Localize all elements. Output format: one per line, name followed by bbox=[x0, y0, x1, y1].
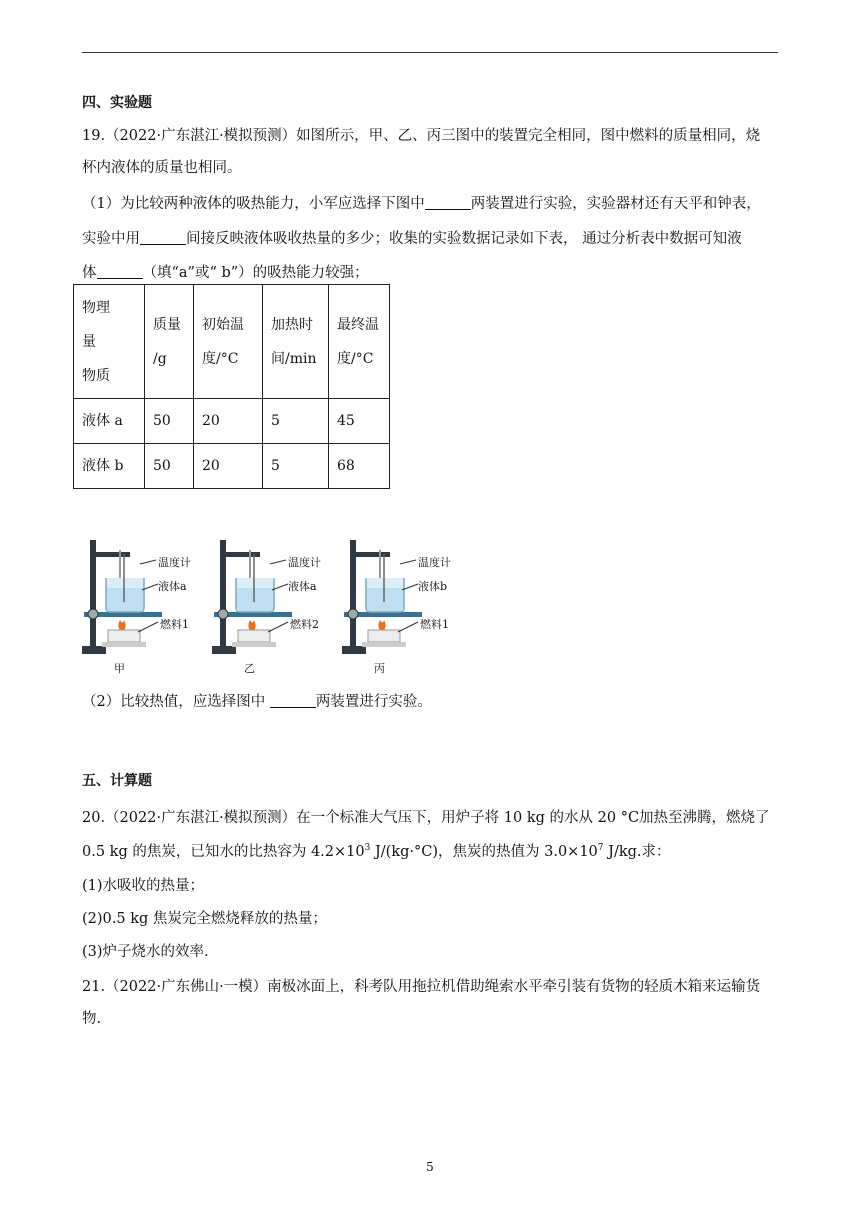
q20-text-c: J/kg.求： bbox=[603, 844, 671, 860]
table-row bbox=[74, 399, 390, 444]
q21-line2: 物. bbox=[82, 1011, 102, 1027]
section-heading-calculation: 五、计算题 bbox=[82, 773, 152, 789]
header-cell: 质量 /g bbox=[145, 285, 194, 399]
table-cell: 液体 a bbox=[74, 399, 145, 444]
table-cell: 20 bbox=[194, 399, 263, 444]
page-number: 5 bbox=[426, 1160, 434, 1174]
q19-intro-line2: 杯内液体的质量也相同。 bbox=[82, 160, 242, 176]
table-cell: 20 bbox=[194, 444, 263, 489]
q20-line1: 20.（2022·广东湛江·模拟预测）在一个标准大气压下，用炉子将 10 kg 的水从 20 °C加热至沸腾，燃烧了 bbox=[82, 810, 770, 826]
q20-exponent-2: 7 bbox=[597, 843, 604, 854]
q19-part1-text-f: （填“a”或“ b”）的吸热能力较强； bbox=[142, 265, 369, 281]
table-cell: 45 bbox=[329, 399, 390, 444]
fuel-label: 燃料1 bbox=[160, 618, 189, 631]
q20-line2 bbox=[82, 840, 671, 861]
q20-sub1: (1)水吸收的热量； bbox=[82, 878, 205, 894]
apparatus-figure bbox=[76, 540, 216, 676]
apparatus-drawing bbox=[76, 540, 216, 676]
header-cell: 加热时 间/min bbox=[263, 285, 329, 399]
q19-part1-line1 bbox=[82, 192, 761, 213]
table-cell: 50 bbox=[145, 444, 194, 489]
apparatus-figure bbox=[336, 540, 476, 676]
liquid-label: 液体a bbox=[288, 580, 317, 593]
fuel-label: 燃料2 bbox=[290, 618, 319, 631]
apparatus-drawing bbox=[206, 540, 346, 676]
figure-caption: 丙 bbox=[374, 662, 385, 675]
table-row bbox=[74, 444, 390, 489]
answer-blank-3[interactable] bbox=[97, 264, 143, 279]
header-cell: 物理 量 物质 bbox=[74, 285, 145, 399]
apparatus-drawing bbox=[336, 540, 476, 676]
figure-caption: 乙 bbox=[244, 662, 255, 675]
q20-sub3: (3)炉子烧水的效率. bbox=[82, 944, 209, 960]
data-table bbox=[73, 284, 390, 489]
q19-part1-text-c: 实验中用 bbox=[82, 231, 140, 247]
answer-blank-1[interactable] bbox=[425, 195, 471, 210]
table-cell: 5 bbox=[263, 399, 329, 444]
apparatus-figure bbox=[206, 540, 346, 676]
table-cell: 68 bbox=[329, 444, 390, 489]
q19-part1-text-d: 间接反映液体吸收热量的多少；收集的实验数据记录如下表， 通过分析表中数据可知液 bbox=[186, 231, 742, 247]
q19-intro-line1: 19.（2022·广东湛江·模拟预测）如图所示，甲、乙、丙三图中的装置完全相同，图中燃料的质量相同，烧 bbox=[82, 128, 761, 144]
q20-exponent-1: 3 bbox=[364, 843, 371, 854]
q19-part1-text-b: 两装置进行实验，实验器材还有天平和钟表， bbox=[470, 196, 761, 212]
q19-part1-line3 bbox=[82, 261, 369, 282]
table-cell: 50 bbox=[145, 399, 194, 444]
figure-caption: 甲 bbox=[114, 662, 125, 675]
q21-line1: 21.（2022·广东佛山·一模）南极冰面上，科考队用拖拉机借助绳索水平牵引装有货物的轻质木箱来运输货 bbox=[82, 979, 761, 995]
thermometer-label: 温度计 bbox=[158, 556, 191, 569]
q19-part2-text-a: （2）比较热值，应选择图中 bbox=[82, 694, 270, 710]
table-cell: 5 bbox=[263, 444, 329, 489]
fuel-label: 燃料1 bbox=[420, 618, 449, 631]
q19-part2-text-b: 两装置进行实验。 bbox=[315, 694, 432, 710]
table-cell: 液体 b bbox=[74, 444, 145, 489]
liquid-label: 液体a bbox=[158, 580, 187, 593]
header-rule bbox=[82, 52, 778, 53]
q19-part2 bbox=[82, 690, 432, 711]
section-heading-experiment: 四、实验题 bbox=[82, 95, 152, 111]
q20-sub2: (2)0.5 kg 焦炭完全燃烧释放的热量； bbox=[82, 911, 327, 927]
q19-part1-line2 bbox=[82, 227, 742, 248]
q19-part1-text-a: （1）为比较两种液体的吸热能力，小军应选择下图中 bbox=[82, 196, 425, 212]
liquid-label: 液体b bbox=[418, 580, 448, 593]
thermometer-label: 温度计 bbox=[418, 556, 451, 569]
thermometer-label: 温度计 bbox=[288, 556, 321, 569]
answer-blank-2[interactable] bbox=[140, 230, 186, 245]
table-header-row bbox=[74, 285, 390, 399]
header-cell: 最终温 度/°C bbox=[329, 285, 390, 399]
q20-text-a: 0.5 kg 的焦炭，已知水的比热容为 4.2×10 bbox=[82, 844, 365, 860]
q19-part1-text-e: 体 bbox=[82, 265, 97, 281]
header-cell: 初始温 度/°C bbox=[194, 285, 263, 399]
q20-text-b: J/(kg·°C)，焦炭的热值为 3.0×10 bbox=[370, 844, 598, 860]
answer-blank-4[interactable] bbox=[270, 693, 316, 708]
